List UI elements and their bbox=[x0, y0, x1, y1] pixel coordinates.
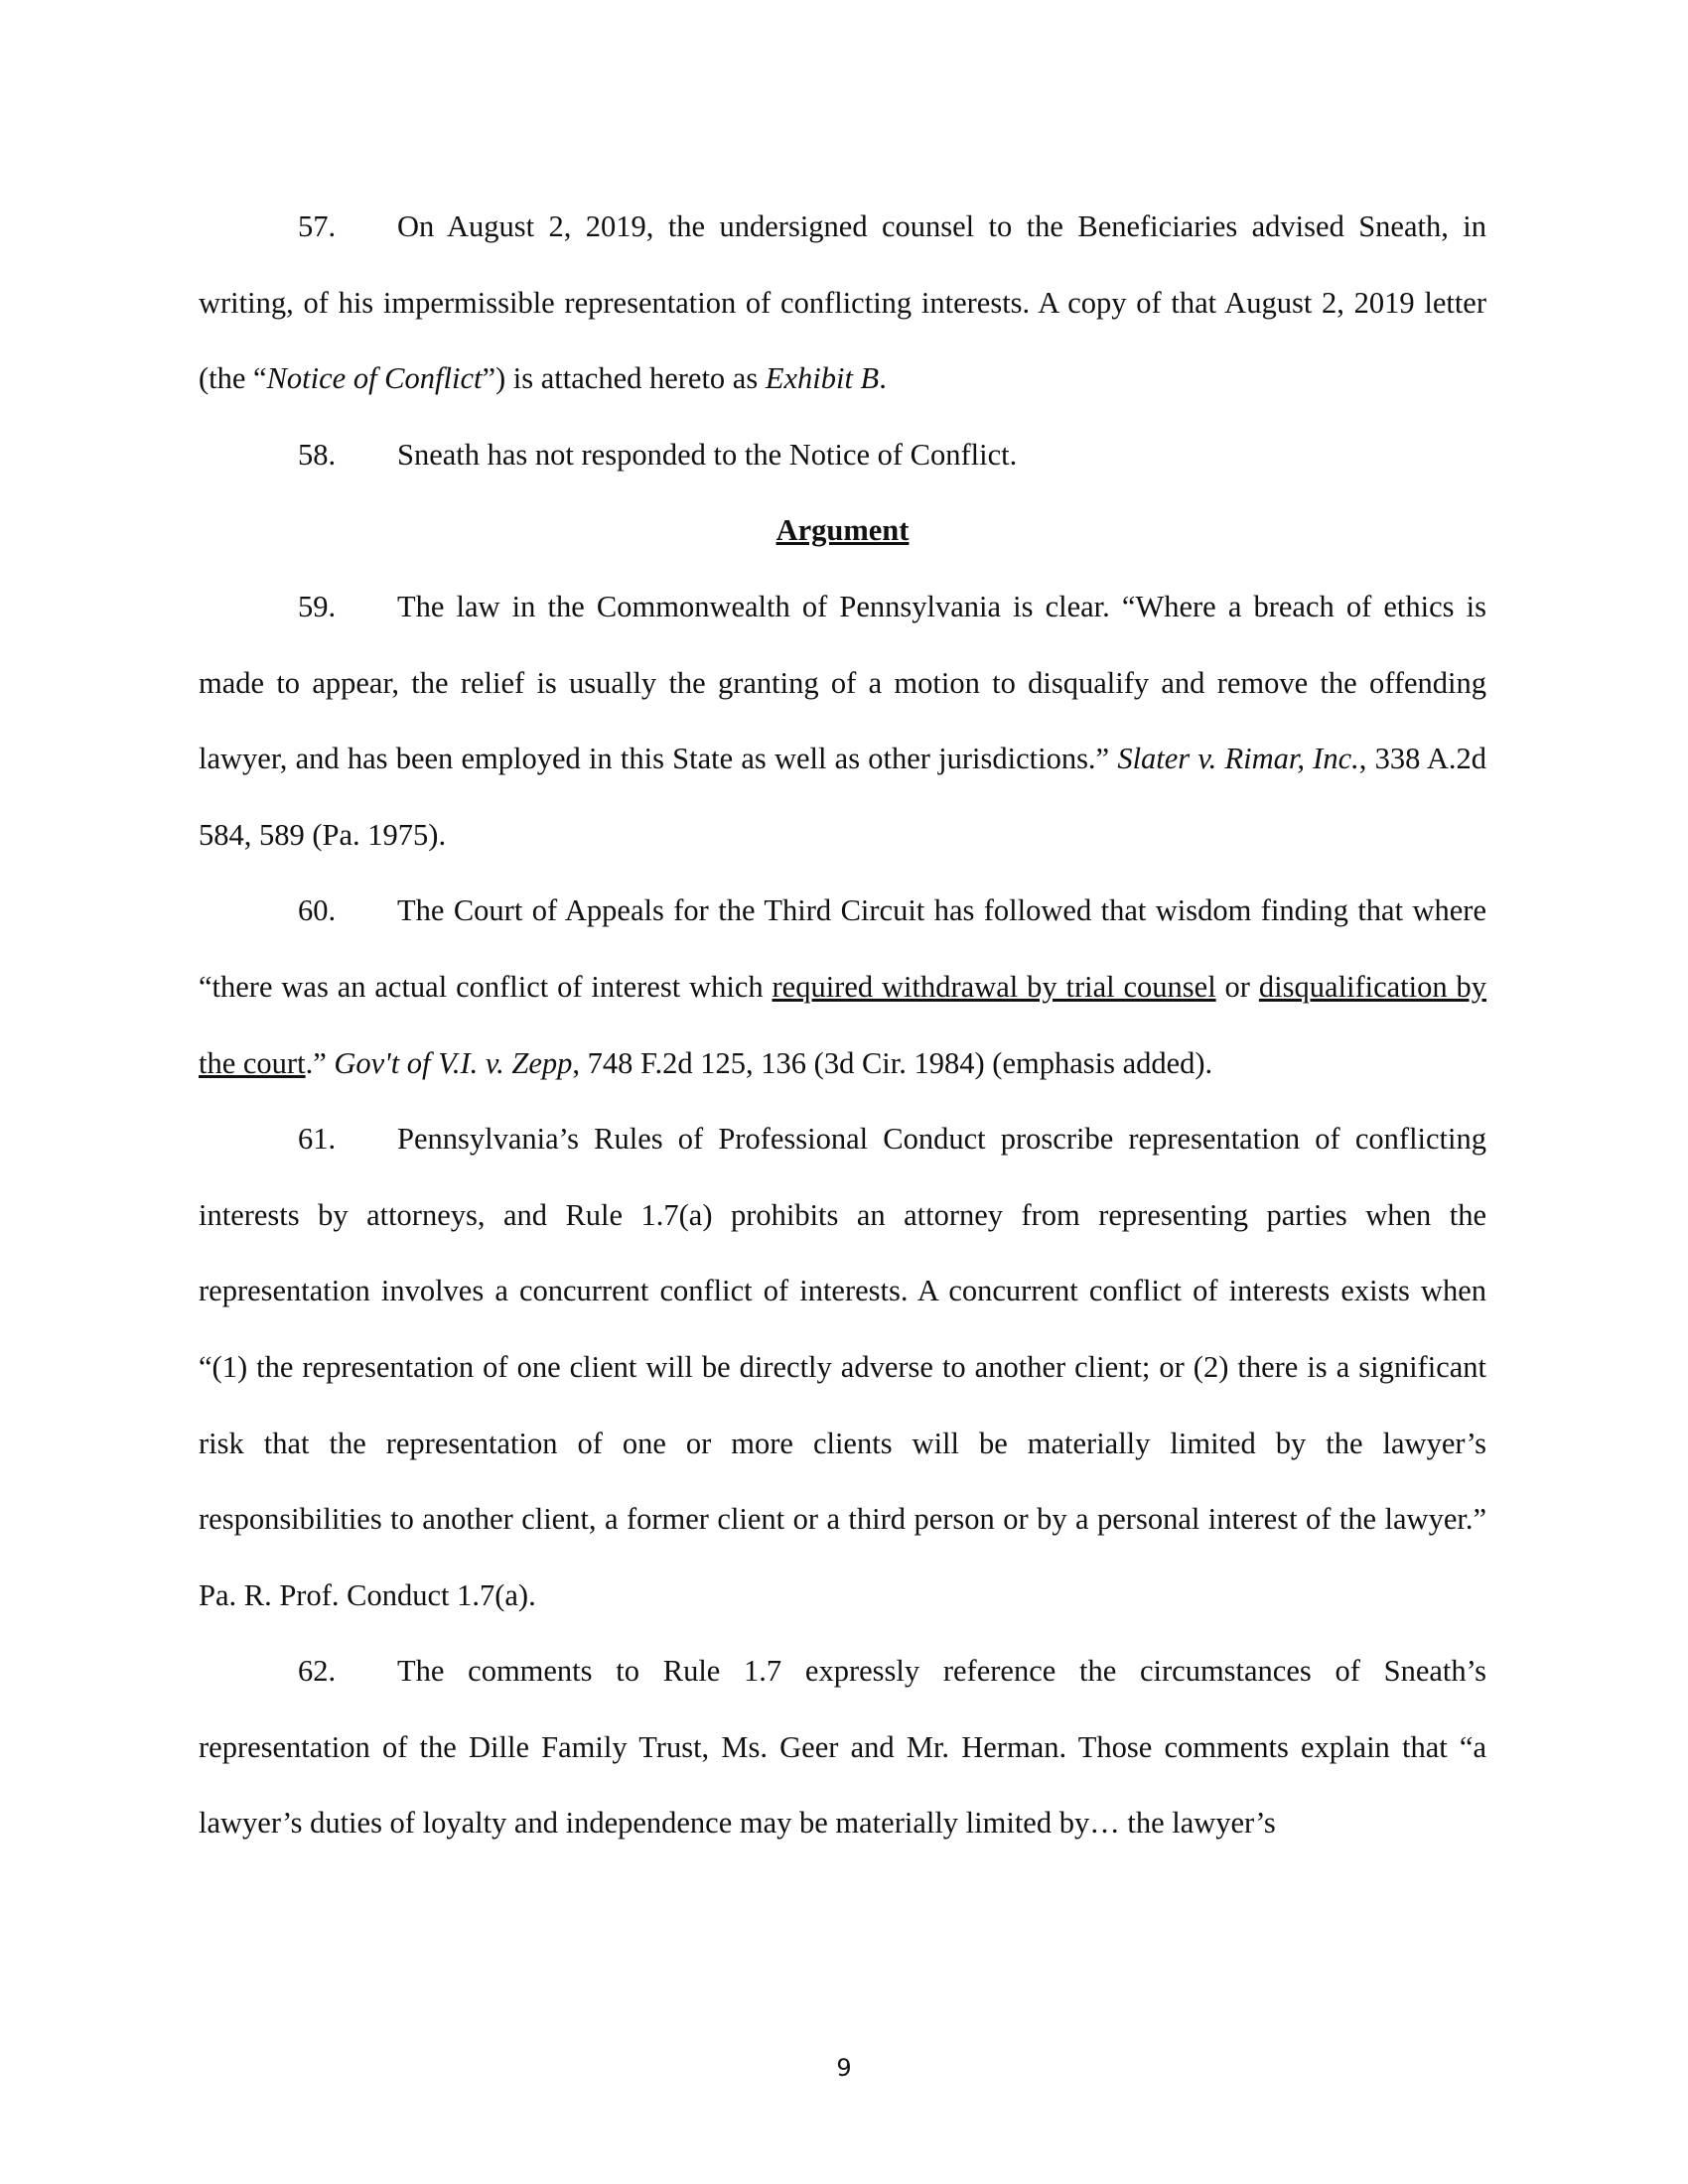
paragraph-text: , 338 A.2d 584, 589 (Pa. 1975). bbox=[199, 742, 1486, 852]
paragraph-text: . bbox=[879, 361, 887, 396]
paragraph-text: On August 2, 2019, the undersigned counsel to the Beneficiaries advised Sneath, in writing, of his impermissible representation of conflicting interests. A copy of that August 2, 2019 letter (the “ bbox=[199, 209, 1486, 396]
emphasized-text: required withdrawal by trial counsel bbox=[772, 969, 1216, 1004]
exhibit-reference: Exhibit B bbox=[765, 361, 880, 396]
paragraph-text: ”) is attached hereto as bbox=[482, 361, 766, 396]
paragraph-number: 61. bbox=[298, 1122, 337, 1157]
case-citation: Slater v. Rimar, Inc. bbox=[1117, 742, 1359, 776]
paragraph-text: The Court of Appeals for the Third Circuit has followed that wisdom finding that where “there was an actual conflict of interest which bbox=[199, 893, 1486, 1004]
paragraph-57 bbox=[199, 189, 1486, 417]
paragraph-text: Pennsylvania’s Rules of Professional Conduct proscribe representation of conflicting interests by attorneys, and Rule 1.7(a) prohibits an attorney from representing parties when the representation involves a concurrent conflict of interests. A concurrent conflict of interests exists when “(1) the representation of one client will be directly adverse to another client; or (2) there is a significant risk that the representation of one or more clients will be materially limited by the lawyer’s responsibilities to another client, a former client or a third person or by a personal interest of the lawyer.” Pa. R. Prof. Conduct 1.7(a). bbox=[199, 1122, 1486, 1612]
case-citation: Gov't of V.I. v. Zepp bbox=[334, 1045, 573, 1080]
paragraph-number: 57. bbox=[298, 209, 337, 243]
paragraph-text: Sneath has not responded to the Notice of Conflict. bbox=[397, 437, 1018, 472]
paragraph-text: , 748 F.2d 125, 136 (3d Cir. 1984) (emphasis added). bbox=[572, 1045, 1213, 1080]
paragraph-number: 58. bbox=[298, 437, 337, 472]
paragraph-number: 62. bbox=[298, 1654, 337, 1689]
page-number: 9 bbox=[836, 2054, 852, 2082]
document-body bbox=[199, 189, 1486, 1861]
paragraph-59 bbox=[199, 569, 1486, 873]
section-heading: Argument bbox=[775, 513, 910, 548]
paragraph-number: 59. bbox=[298, 589, 337, 623]
paragraph-58 bbox=[199, 417, 1486, 493]
paragraph-text: .” bbox=[305, 1045, 335, 1080]
paragraph-number: 60. bbox=[298, 893, 337, 928]
defined-term: Notice of Conflict bbox=[266, 361, 483, 396]
paragraph-text: The comments to Rule 1.7 expressly reference the circumstances of Sneath’s representation of the Dille Family Trust, Ms. Geer and Mr. Herman. Those comments explain that “a lawyer’s duties of loyalty and independence may be materially limited by… the lawyer’s bbox=[199, 1654, 1486, 1841]
paragraph-60 bbox=[199, 873, 1486, 1101]
paragraph-62 bbox=[199, 1633, 1486, 1861]
paragraph-61 bbox=[199, 1101, 1486, 1633]
paragraph-text: The law in the Commonwealth of Pennsylvania is clear. “Where a breach of ethics is made to appear, the relief is usually the granting of a motion to disqualify and remove the offending lawyer, and has been employed in this State as well as other jurisdictions.” bbox=[199, 589, 1486, 776]
paragraph-text: or bbox=[1215, 969, 1259, 1004]
emphasized-text: disqualification by the court bbox=[199, 969, 1486, 1080]
